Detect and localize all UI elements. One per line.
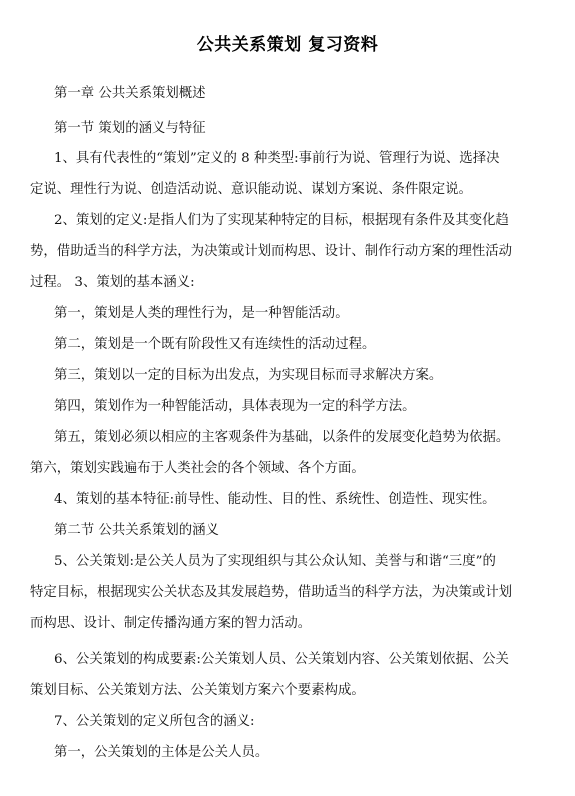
text-line: 2、策划的定义:是指人们为了实现某种特定的目标，根据现有条件及其变化趋 [54,213,509,228]
paragraph [30,644,509,706]
paragraph [30,205,513,298]
text-line: 定说、理性行为说、创造活动说、意识能动说、谋划方案说、条件限定说。 [30,182,472,197]
text-line: 第六，策划实践遍布于人类社会的各个领域、各个方面。 [30,461,365,476]
text-line: 势，借助适当的科学方法，为决策或计划而构思、设计、制作行动方案的理性活动 [30,244,513,259]
text-line: 第一节 策划的涵义与特征 [54,121,206,136]
paragraph [30,546,513,639]
text-line: 第一，公关策划的主体是公关人员。 [54,745,269,760]
paragraph [54,706,255,737]
section-heading [54,113,206,144]
text-line: 第四，策划作为一种智能活动，具体表现为一定的科学方法。 [54,399,416,414]
paragraph [30,143,500,205]
text-line: 策划目标、公关策划方法、公关策划方案六个要素构成。 [30,683,365,698]
text-line: 第五，策划必须以相应的主客观条件为基础，以条件的发展变化趋势为依据。 [54,430,510,445]
paragraph [54,391,416,422]
text-line: 过程。 3、策划的基本涵义: [30,275,195,290]
paragraph [54,360,442,391]
text-line: 特定目标，根据现实公关状态及其发展趋势，借助适当的科学方法，为决策或计划 [30,585,513,600]
text-line: 7、公关策划的定义所包含的涵义: [54,714,255,729]
text-line: 第一，策划是人类的理性行为，是一种智能活动。 [54,306,349,321]
text-line: 6、公关策划的构成要素:公关策划人员、公关策划内容、公关策划依据、公关 [54,652,509,667]
paragraph [54,329,375,360]
chapter-heading [54,78,206,109]
text-line: 4、策划的基本特征:前导性、能动性、目的性、系统性、创造性、现实性。 [54,492,496,507]
paragraph [54,484,496,515]
text-line: 第一章 公共关系策划概述 [54,86,206,101]
section-heading [54,515,219,546]
text-line: 第二节 公共关系策划的涵义 [54,523,219,538]
text-line: 第三，策划以一定的目标为出发点，为实现目标而寻求解决方案。 [54,368,443,383]
document-title: 公共关系策划 复习资料 [196,35,379,55]
paragraph [54,298,349,329]
text-line: 而构思、设计、制定传播沟通方案的智力活动。 [30,616,312,631]
paragraph [30,453,365,484]
text-line: 5、公关策划:是公关人员为了实现组织与其公众认知、美誉与和谐“三度”的 [54,554,496,569]
text-line: 1、具有代表性的“策划”定义的 8 种类型:事前行为说、管理行为说、选择决 [54,151,500,166]
paragraph [54,422,509,453]
text-line: 第二，策划是一个既有阶段性又有连续性的活动过程。 [54,337,376,352]
paragraph [54,737,268,768]
